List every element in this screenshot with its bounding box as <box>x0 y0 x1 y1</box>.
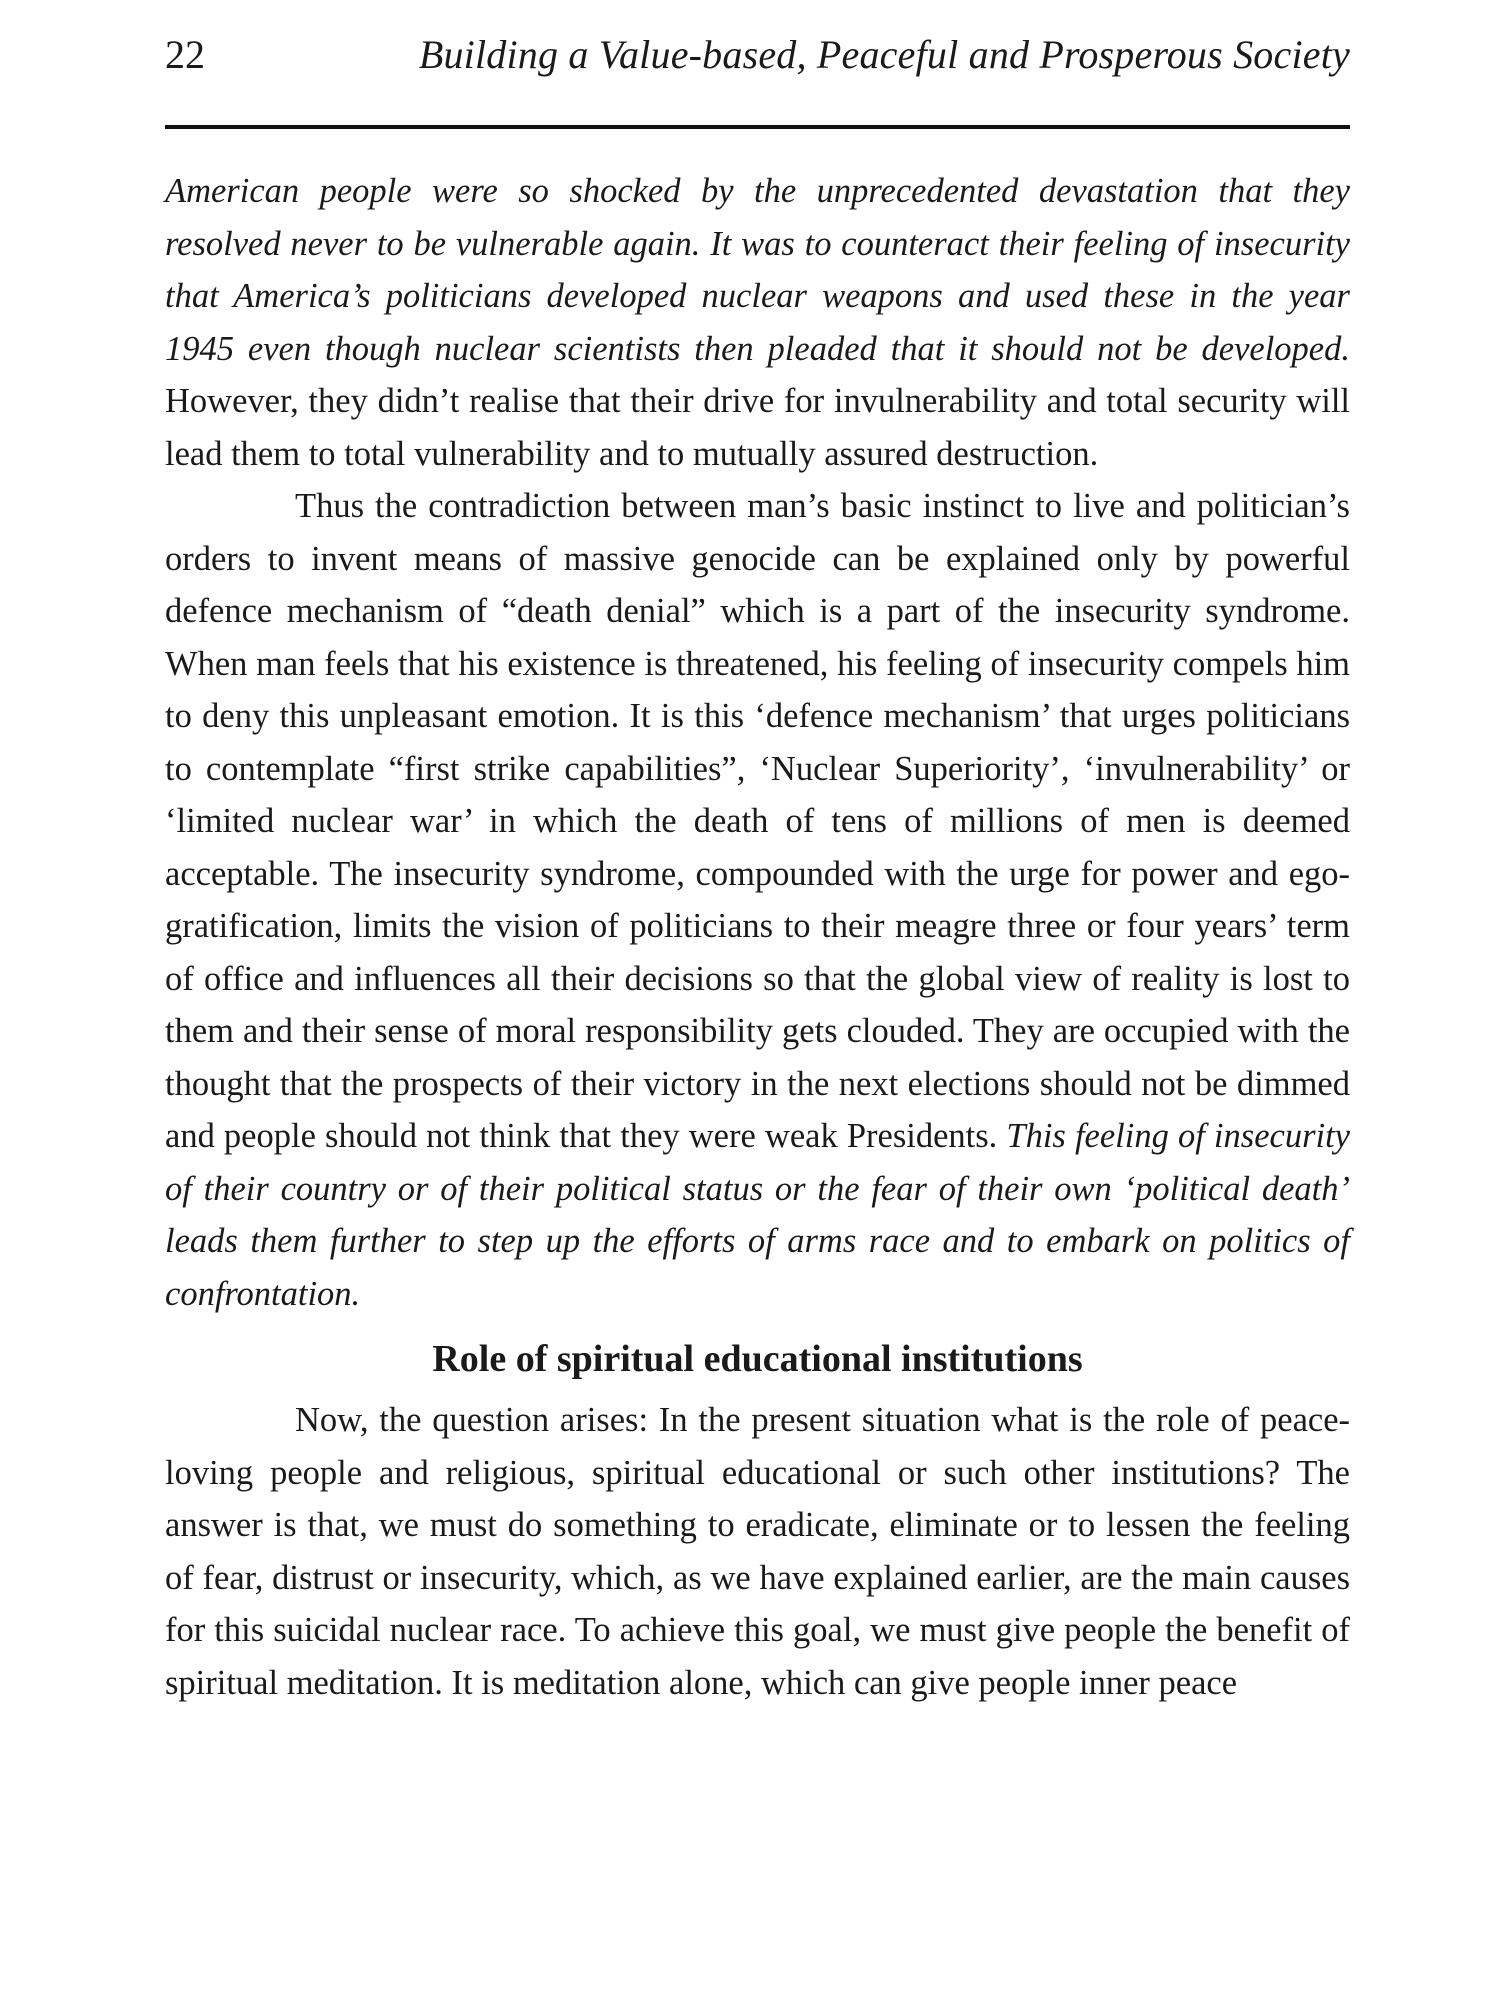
paragraph-2-italic: This feeling of insecurity of their country or of their political status or the fear of their own ‘political death’ leads them further to step up the efforts of arms race and to embark on politics of confrontation. <box>165 1117 1350 1313</box>
running-title: Building a Value-based, Peaceful and Prosperous Society <box>418 32 1350 77</box>
paragraph-2 <box>165 480 1350 1320</box>
page-number: 22 <box>165 32 205 77</box>
book-page <box>165 20 1350 1709</box>
paragraph-1-italic: American people were so shocked by the unprecedented devastation that they resolved never to be vulnerable again. It was to counteract their feeling of insecurity that America’s politicians developed nuclear weapons and used these in the year 1945 even though nuclear scientists then pleaded that it should not be developed. <box>165 172 1350 368</box>
paragraph-3 <box>165 1394 1350 1709</box>
paragraph-1 <box>165 165 1350 480</box>
header-rule <box>165 125 1350 129</box>
paragraph-2-roman: Thus the contradiction between man’s basic instinct to live and politician’s orders to invent means of massive genocide can be explained only by powerful defence mechanism of “death denial” which is a part of the insecurity syndrome. When man feels that his existence is threatened, his feeling of insecurity compels him to deny this unpleasant emotion. It is this ‘defence mechanism’ that urges politicians to contemplate “first strike capabilities”, ‘Nuclear Superiority’, ‘invulnerability’ or ‘limited nuclear war’ in which the death of tens of millions of men is deemed acceptable. The insecurity syndrome, compounded with the urge for power and ego-gratification, limits the vision of politicians to their meagre three or four years’ term of office and influences all their decisions so that the global view of reality is lost to them and their sense of moral responsibility gets clouded. They are occupied with the thought that the prospects of their victory in the next elections should not be dimmed and people should not think that they were weak Presidents. <box>165 487 1350 1155</box>
paragraph-1-roman: However, they didn’t realise that their drive for invulnerability and total security will lead them to total vulnerability and to mutually assured destruction. <box>165 382 1350 473</box>
section-heading: Role of spiritual educational institutions <box>432 1338 1083 1380</box>
running-header <box>165 20 1350 90</box>
paragraph-3-roman: Now, the question arises: In the present situation what is the role of peace-loving people and religious, spiritual educational or such other institutions? The answer is that, we must do something to eradicate, eliminate or to lessen the feeling of fear, distrust or insecurity, which, as we have explained earlier, are the main causes for this suicidal nuclear race. To achieve this goal, we must give people the benefit of spiritual meditation. It is meditation alone, which can give people inner peace <box>165 1401 1350 1702</box>
